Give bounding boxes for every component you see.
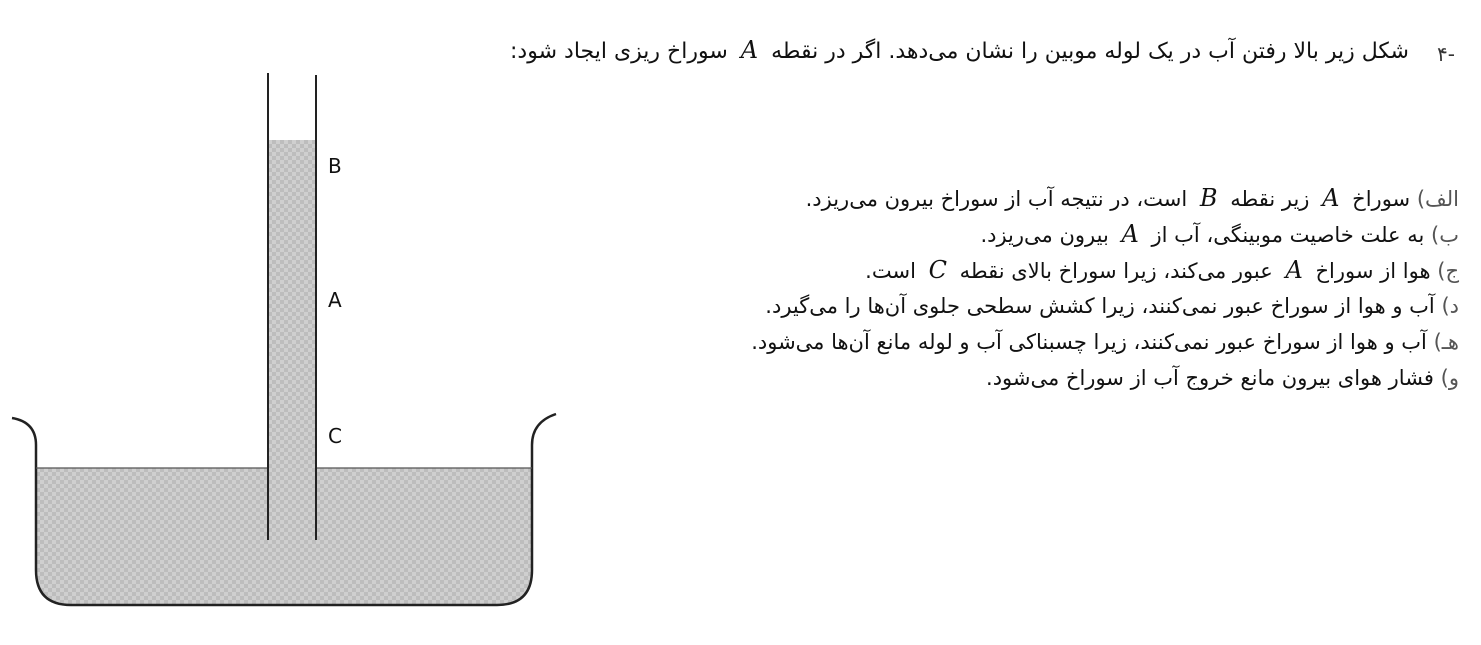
tube-water-column bbox=[268, 140, 316, 540]
capillary-tube-figure bbox=[0, 60, 580, 620]
option-letter: الف) bbox=[1416, 187, 1459, 211]
option-text: زیر نقطه bbox=[1230, 187, 1310, 211]
option-letter: د) bbox=[1441, 294, 1459, 318]
option-letter: و) bbox=[1440, 366, 1459, 390]
option-text: به علت خاصیت موبینگی، آب از bbox=[1151, 223, 1425, 247]
label-b: B bbox=[328, 154, 342, 178]
option-be bbox=[751, 216, 1459, 252]
option-letter: هـ) bbox=[1433, 330, 1459, 354]
point-label: A bbox=[1322, 184, 1340, 212]
option-he bbox=[751, 324, 1459, 360]
option-text: هوا از سوراخ bbox=[1315, 259, 1431, 283]
label-c: C bbox=[328, 424, 342, 448]
option-vav bbox=[751, 360, 1459, 396]
option-alef bbox=[751, 180, 1459, 216]
option-text: آب و هوا از سوراخ عبور نمی‌کنند، زیرا چسبناکی آب و لوله مانع آن‌ها می‌شود. bbox=[751, 330, 1427, 354]
question-text-part2: سوراخ ریزی ایجاد شود: bbox=[510, 39, 728, 64]
option-text: بیرون می‌ریزد. bbox=[980, 223, 1109, 247]
option-letter: ب) bbox=[1431, 223, 1459, 247]
question-text-part1: شکل زیر بالا رفتن آب در یک لوله موبین را نشان می‌دهد. اگر در نقطه bbox=[771, 39, 1409, 64]
option-dal bbox=[751, 288, 1459, 324]
point-label: A bbox=[1285, 256, 1303, 284]
point-label: A bbox=[1121, 220, 1139, 248]
option-text: سوراخ bbox=[1352, 187, 1411, 211]
point-label: B bbox=[1199, 184, 1218, 212]
option-text: عبور می‌کند، زیرا سوراخ بالای نقطه bbox=[959, 259, 1273, 283]
option-text: است، در نتیجه آب از سوراخ بیرون می‌ریزد. bbox=[805, 187, 1188, 211]
label-a: A bbox=[328, 288, 342, 312]
option-text: است. bbox=[865, 259, 916, 283]
answer-options bbox=[751, 180, 1459, 396]
question-point-label: A bbox=[740, 36, 759, 64]
question-text bbox=[510, 36, 1409, 64]
option-jim bbox=[751, 252, 1459, 288]
option-text: فشار هوای بیرون مانع خروج آب از سوراخ می‌شود. bbox=[986, 366, 1434, 390]
option-text: آب و هوا از سوراخ عبور نمی‌کنند، زیرا کشش سطحی جلوی آن‌ها را می‌گیرد. bbox=[765, 294, 1435, 318]
option-letter: ج) bbox=[1437, 259, 1459, 283]
point-label: C bbox=[928, 256, 947, 284]
question-number: -۴ bbox=[1437, 42, 1455, 66]
